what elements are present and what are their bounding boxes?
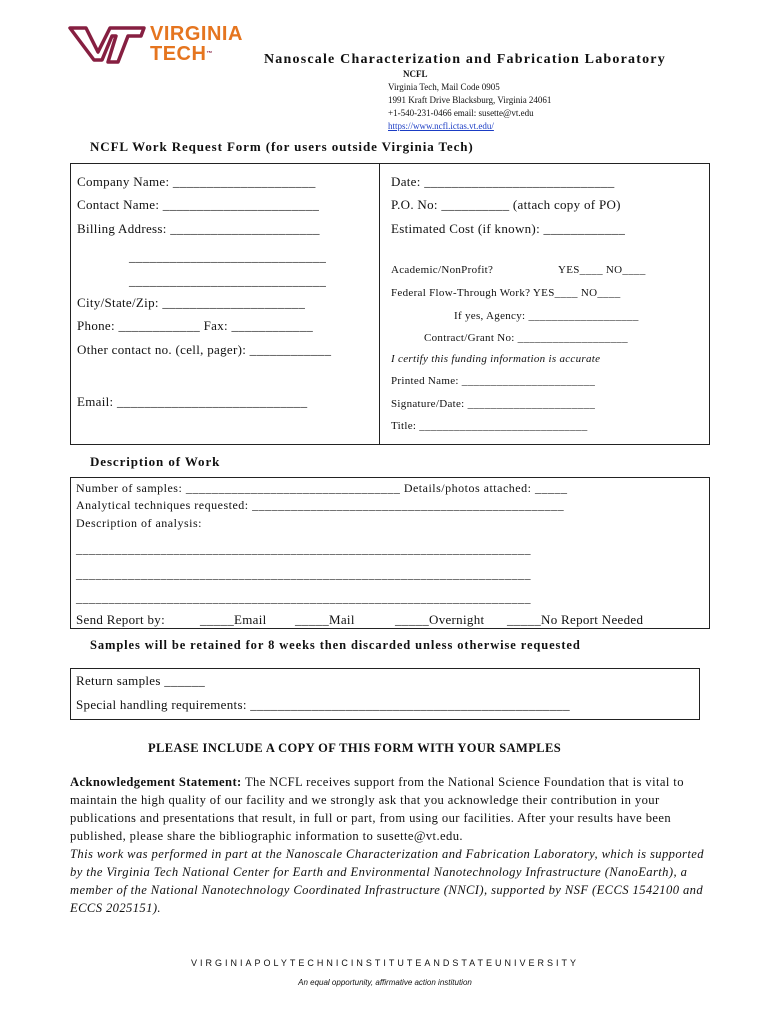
footer-equal-opportunity: An equal opportunity, affirmative action institution bbox=[298, 978, 472, 987]
acknowledgement-statement: This work was performed in part at the Nanoscale Characterization and Fabrication Laboratory, which is supported by the Virginia Tech National Center for Earth and Environmental Nanotechnology Infrastructure (NanoEarth), a member of the National Nanotechnology Coordinated Infrastructure (NNCI), supported by NSF (ECCS 1542100 and ECCS 2025151). bbox=[70, 847, 704, 915]
description-heading: Description of Work bbox=[90, 454, 221, 469]
email-field[interactable]: Email: ____________________________ bbox=[77, 394, 308, 409]
lab-title: Nanoscale Characterization and Fabrication Laboratory bbox=[264, 52, 666, 67]
printed-name-field[interactable]: Printed Name: _______________________ bbox=[391, 375, 596, 387]
acknowledgement-label: Acknowledgement Statement: bbox=[70, 775, 242, 789]
date-field[interactable]: Date: ____________________________ bbox=[391, 174, 615, 189]
report-option-mail[interactable]: _____Mail bbox=[295, 612, 355, 627]
address-line-1: Virginia Tech, Mail Code 0905 bbox=[388, 82, 500, 92]
description-line-2[interactable]: ______________________________________________________________________ bbox=[76, 567, 531, 581]
signature-date-field[interactable]: Signature/Date: ______________________ bbox=[391, 398, 596, 410]
logo-text-virginia: VIRGINIA bbox=[150, 23, 243, 45]
vt-logo-icon bbox=[68, 26, 146, 64]
number-of-samples-field[interactable]: Number of samples: _________________________________ Details/photos attached: _____ bbox=[76, 481, 568, 495]
contact-name-field[interactable]: Contact Name: _______________________ bbox=[77, 197, 320, 212]
academic-yes-no-field[interactable]: YES____ NO____ bbox=[558, 264, 646, 276]
federal-flow-through-field[interactable]: Federal Flow-Through Work? YES____ NO____ bbox=[391, 287, 621, 299]
contract-grant-field[interactable]: Contract/Grant No: ___________________ bbox=[424, 332, 628, 344]
retention-heading: Samples will be retained for 8 weeks then discarded unless otherwise requested bbox=[90, 638, 581, 652]
billing-address-line-2[interactable]: _____________________________ bbox=[129, 249, 327, 264]
description-line-3[interactable]: ______________________________________________________________________ bbox=[76, 591, 531, 605]
acknowledgement-text: The NCFL receives support from the National Science Foundation that is vital to maintain the high quality of our facility and we strongly ask that you acknowledge their contribution in your publications and presentations that result, in full or part, from using our facilities. After your results have been published, please share the bibliographic information to susette@vt.edu. bbox=[70, 775, 684, 843]
form-title: NCFL Work Request Form (for users outside Virginia Tech) bbox=[90, 139, 474, 154]
address-line-ncfl: NCFL bbox=[403, 69, 428, 79]
company-name-field[interactable]: Company Name: _____________________ bbox=[77, 174, 316, 189]
website-link[interactable]: https://www.ncfl.ictas.vt.edu/ bbox=[388, 121, 494, 131]
academic-nonprofit-label: Academic/NonProfit? bbox=[391, 264, 494, 276]
return-samples-field[interactable]: Return samples ______ bbox=[76, 673, 206, 688]
other-contact-field[interactable]: Other contact no. (cell, pager): ____________ bbox=[77, 342, 332, 357]
form-divider bbox=[379, 163, 380, 445]
certify-funding-text: I certify this funding information is accurate bbox=[391, 353, 601, 365]
phone-fax-field[interactable]: Phone: ____________ Fax: ____________ bbox=[77, 318, 314, 333]
description-of-analysis-label: Description of analysis: bbox=[76, 516, 202, 530]
address-line-3: +1-540-231-0466 email: susette@vt.edu bbox=[388, 108, 534, 118]
logo-text-tech: TECH bbox=[150, 43, 207, 65]
city-state-zip-field[interactable]: City/State/Zip: _____________________ bbox=[77, 295, 306, 310]
report-option-none[interactable]: _____No Report Needed bbox=[507, 612, 644, 627]
description-line-1[interactable]: ______________________________________________________________________ bbox=[76, 542, 531, 556]
logo-wordmark bbox=[150, 24, 243, 64]
include-copy-notice: PLEASE INCLUDE A COPY OF THIS FORM WITH YOUR SAMPLES bbox=[148, 741, 562, 755]
report-option-email[interactable]: _____Email bbox=[200, 612, 267, 627]
agency-field[interactable]: If yes, Agency: ___________________ bbox=[454, 310, 639, 322]
analytical-techniques-field[interactable]: Analytical techniques requested: ________________________________________________ bbox=[76, 498, 565, 512]
title-field[interactable]: Title: _____________________________ bbox=[391, 420, 588, 432]
special-handling-field[interactable]: Special handling requirements: _______________________________________________ bbox=[76, 697, 570, 712]
estimated-cost-field[interactable]: Estimated Cost (if known): ____________ bbox=[391, 221, 626, 236]
acknowledgement-paragraph bbox=[70, 773, 710, 845]
logo-tm: ™ bbox=[206, 51, 213, 57]
send-report-label: Send Report by: bbox=[76, 612, 165, 627]
billing-address-line-3[interactable]: _____________________________ bbox=[129, 273, 327, 288]
billing-address-field[interactable]: Billing Address: ______________________ bbox=[77, 221, 320, 236]
address-line-2: 1991 Kraft Drive Blacksburg, Virginia 24061 bbox=[388, 95, 552, 105]
footer-university: VIRGINIAPOLYTECHNICINSTITUTEANDSTATEUNIVERSITY bbox=[190, 958, 580, 968]
po-number-field[interactable]: P.O. No: __________ (attach copy of PO) bbox=[391, 197, 621, 212]
report-option-overnight[interactable]: _____Overnight bbox=[395, 612, 485, 627]
